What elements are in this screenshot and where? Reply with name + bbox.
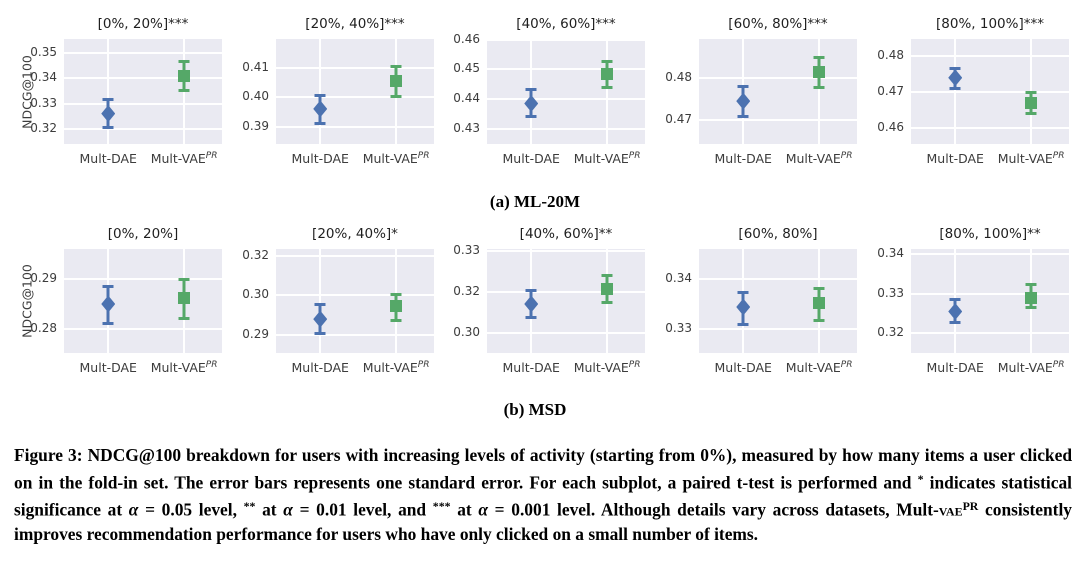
caption-segment: α: [283, 499, 293, 520]
marker-mult-vae: [813, 66, 825, 78]
caption-segment: at: [255, 499, 284, 520]
y-tick-label: 0.29: [30, 271, 57, 285]
gridline: [699, 328, 857, 330]
gridline: [64, 103, 222, 105]
x-tick-text: Mult-DAE: [291, 151, 349, 166]
gridline: [276, 334, 434, 336]
error-bar-cap: [814, 319, 825, 322]
error-bar-cap: [179, 317, 190, 320]
x-tick-label: [927, 360, 984, 375]
error-bar-cap: [602, 274, 613, 277]
y-tick-label: 0.39: [242, 118, 269, 133]
y-tick-label: 0.28: [30, 321, 57, 335]
plot-area: [911, 249, 1069, 353]
subplot-title: [0%, 20%]: [107, 226, 179, 242]
gridline: [699, 77, 857, 79]
x-tick-superscript: PR: [628, 151, 641, 161]
error-bar-cap: [391, 293, 402, 296]
caption-segment: at: [450, 499, 479, 520]
marker-mult-dae: [313, 100, 327, 117]
x-tick-label: [151, 151, 218, 166]
marker-mult-vae: [390, 300, 402, 312]
gridline: [276, 294, 434, 296]
plot-area: [487, 39, 645, 144]
error-bar-cap: [179, 278, 190, 281]
plot-area: [64, 39, 222, 144]
subplot-title: [80%, 100%]***: [936, 16, 1044, 32]
caption-segment: vae: [938, 499, 963, 520]
plot-area: [487, 249, 645, 353]
error-bar-cap: [103, 322, 114, 325]
y-tick-label: 0.43: [453, 120, 480, 135]
error-bar-cap: [526, 88, 537, 91]
caption-segment: **: [243, 499, 256, 514]
x-tick-label: [927, 151, 984, 166]
y-tick-label: 0.44: [453, 91, 480, 106]
gridline: [64, 77, 222, 79]
plot-area: [64, 249, 222, 353]
x-tick-text: Mult-DAE: [714, 151, 772, 166]
error-bar-cap: [526, 115, 537, 118]
y-tick-label: 0.33: [453, 242, 480, 257]
error-bar-cap: [814, 287, 825, 290]
y-tick-label: 0.34: [877, 246, 904, 261]
error-bar-cap: [315, 332, 326, 335]
x-tick-label: [715, 151, 772, 166]
error-bar-cap: [602, 60, 613, 63]
x-tick-text: Mult-DAE: [926, 151, 984, 166]
y-tick-label: 0.46: [453, 31, 480, 46]
gridline: [699, 278, 857, 280]
gridline: [64, 52, 222, 54]
x-tick-label: [363, 151, 430, 166]
gridline: [487, 98, 645, 100]
x-tick-superscript: PR: [417, 360, 430, 370]
error-bar-cap: [738, 85, 749, 88]
gridline: [64, 128, 222, 130]
marker-mult-vae: [601, 68, 613, 80]
error-bar-cap: [179, 89, 190, 92]
x-tick-label: [786, 151, 853, 166]
x-tick-superscript: PR: [417, 151, 430, 161]
y-tick-label: 0.41: [242, 59, 269, 74]
y-tick-label: 0.32: [30, 120, 57, 135]
y-tick-label: 0.45: [453, 61, 480, 76]
x-tick-text: Mult-DAE: [79, 151, 137, 166]
y-tick-label: 0.32: [877, 325, 904, 340]
caption-segment: ***: [432, 499, 451, 514]
y-tick-label: 0.47: [877, 84, 904, 99]
marker-mult-vae: [813, 297, 825, 309]
caption-segment: α: [478, 499, 488, 520]
x-tick-label: [715, 360, 772, 375]
figure-caption: [14, 443, 1072, 546]
x-tick-text: Mult-DAE: [502, 360, 560, 375]
subplot-title: [20%, 40%]*: [312, 226, 398, 242]
plot-area: [911, 39, 1069, 144]
error-bar-cap: [391, 319, 402, 322]
error-bar-cap: [950, 87, 961, 90]
caption-segment: = 0.01 level, and: [292, 499, 433, 520]
y-tick-label: 0.30: [453, 325, 480, 340]
gridline: [64, 328, 222, 330]
caption-segment: PR: [962, 499, 979, 514]
x-tick-label: [80, 151, 137, 166]
x-tick-text: Mult-VAE: [997, 360, 1053, 376]
y-axis-label: NDCG@100: [19, 54, 35, 129]
error-bar-cap: [391, 95, 402, 98]
error-bar-cap: [391, 65, 402, 68]
x-tick-superscript: PR: [205, 360, 218, 370]
y-tick-label: 0.48: [877, 48, 904, 63]
error-bar-cap: [1026, 112, 1037, 115]
x-tick-superscript: PR: [628, 360, 641, 370]
caption-segment: *: [917, 472, 924, 486]
error-bar-cap: [103, 285, 114, 288]
marker-mult-vae: [178, 70, 190, 82]
caption-segment: = 0.05 level,: [138, 499, 244, 520]
gridline: [487, 250, 645, 252]
gridline: [911, 293, 1069, 295]
x-tick-label: [80, 360, 137, 375]
marker-mult-dae: [948, 303, 962, 320]
marker-mult-vae: [601, 283, 613, 295]
gridline: [911, 332, 1069, 334]
caption-segment: α: [128, 499, 139, 520]
error-bar-cap: [738, 291, 749, 294]
x-tick-label: [786, 360, 853, 375]
x-tick-label: [998, 360, 1065, 375]
subplot-title: [0%, 20%]***: [97, 16, 189, 32]
error-bar-cap: [738, 323, 749, 326]
x-tick-superscript: PR: [1052, 151, 1065, 161]
gridline: [818, 39, 820, 144]
x-tick-label: [503, 360, 560, 375]
plot-area: [699, 39, 857, 144]
x-tick-text: Mult-VAE: [150, 360, 206, 376]
caption-segment: Figure 3: NDCG@100 breakdown for users with increasing levels of activity (starting from 0%), measured by how many items a user clicked on in the fold-in set. The error bars represents one standard error. For each subplot, a paired t-test is performed and: [14, 445, 1072, 493]
error-bar-cap: [738, 115, 749, 118]
error-bar-cap: [315, 94, 326, 97]
y-tick-label: 0.32: [242, 247, 269, 262]
gridline: [487, 39, 645, 41]
subplot-title: [40%, 60%]***: [516, 16, 616, 32]
y-tick-label: 0.33: [665, 321, 692, 335]
x-tick-text: Mult-VAE: [785, 360, 841, 376]
x-tick-text: Mult-VAE: [997, 151, 1053, 167]
x-tick-text: Mult-DAE: [291, 360, 349, 375]
subcaption-ml20m: (a) ML-20M: [489, 192, 581, 211]
y-tick-label: 0.34: [665, 271, 692, 285]
marker-mult-vae: [1025, 292, 1037, 304]
error-bar-cap: [950, 321, 961, 324]
x-tick-label: [574, 360, 641, 375]
subplot-title: [60%, 80%]: [738, 226, 818, 242]
x-tick-superscript: PR: [840, 151, 853, 161]
gridline: [276, 126, 434, 128]
gridline: [64, 278, 222, 280]
marker-mult-dae: [736, 299, 750, 316]
y-tick-label: 0.32: [453, 284, 480, 299]
y-tick-label: 0.34: [30, 70, 57, 85]
x-tick-text: Mult-DAE: [79, 360, 137, 375]
plot-area: [276, 39, 434, 144]
x-tick-text: Mult-VAE: [573, 151, 629, 167]
error-bar-cap: [103, 98, 114, 101]
x-tick-superscript: PR: [205, 151, 218, 161]
error-bar-cap: [315, 303, 326, 306]
marker-mult-dae: [313, 311, 327, 328]
subcaption-msd: (b) MSD: [503, 400, 567, 419]
x-tick-text: Mult-VAE: [362, 151, 418, 167]
gridline: [487, 332, 645, 334]
x-tick-label: [998, 151, 1065, 166]
error-bar-cap: [1026, 91, 1037, 94]
gridline: [487, 128, 645, 130]
x-tick-label: [574, 151, 641, 166]
marker-mult-dae: [101, 296, 115, 313]
x-tick-text: Mult-VAE: [362, 360, 418, 376]
x-tick-text: Mult-VAE: [150, 151, 206, 167]
subplot-title: [20%, 40%]***: [305, 16, 405, 32]
x-tick-text: Mult-VAE: [785, 151, 841, 167]
error-bar-cap: [602, 86, 613, 89]
subplot-title: [80%, 100%]**: [939, 226, 1041, 242]
error-bar-cap: [526, 316, 537, 319]
marker-mult-dae: [948, 69, 962, 86]
caption-segment: consistently improves recommendation performance for users who have only clicked on a small number of items.: [14, 499, 1072, 544]
x-tick-text: Mult-VAE: [573, 360, 629, 376]
y-axis-label: NDCG@100: [19, 264, 35, 338]
gridline: [911, 91, 1069, 93]
x-tick-superscript: PR: [1052, 360, 1065, 370]
subplot-title: [60%, 80%]***: [728, 16, 828, 32]
gridline: [319, 249, 321, 353]
gridline: [276, 96, 434, 98]
error-bar-cap: [1026, 306, 1037, 309]
gridline: [276, 255, 434, 257]
x-tick-superscript: PR: [840, 360, 853, 370]
error-bar-cap: [1026, 283, 1037, 286]
marker-mult-dae: [101, 105, 115, 122]
x-tick-label: [292, 360, 349, 375]
plot-area: [699, 249, 857, 353]
marker-mult-vae: [178, 292, 190, 304]
gridline: [276, 67, 434, 69]
error-bar-cap: [602, 301, 613, 304]
x-tick-label: [292, 151, 349, 166]
gridline: [487, 291, 645, 293]
gridline: [699, 119, 857, 121]
error-bar-cap: [315, 122, 326, 125]
marker-mult-vae: [1025, 97, 1037, 109]
caption-segment: indicates statistical significance at: [14, 472, 1072, 520]
y-tick-label: 0.33: [877, 285, 904, 300]
x-tick-label: [503, 151, 560, 166]
y-tick-label: 0.33: [30, 95, 57, 110]
x-tick-label: [363, 360, 430, 375]
marker-mult-dae: [524, 296, 538, 313]
gridline: [911, 127, 1069, 129]
subplot-title: [40%, 60%]**: [519, 226, 613, 242]
x-tick-text: Mult-DAE: [502, 151, 560, 166]
y-tick-label: 0.30: [242, 287, 269, 302]
y-tick-label: 0.48: [665, 69, 692, 84]
marker-mult-dae: [736, 93, 750, 110]
error-bar-cap: [179, 60, 190, 63]
caption-segment: = 0.001 level. Although details vary across datasets, Mult-: [488, 499, 939, 520]
marker-mult-vae: [390, 75, 402, 87]
x-tick-text: Mult-DAE: [926, 360, 984, 375]
plot-area: [276, 249, 434, 353]
x-tick-text: Mult-DAE: [714, 360, 772, 375]
error-bar-cap: [814, 86, 825, 89]
y-tick-label: 0.47: [665, 112, 692, 127]
x-tick-label: [151, 360, 218, 375]
y-tick-label: 0.35: [30, 44, 57, 59]
y-tick-label: 0.40: [242, 89, 269, 104]
y-tick-label: 0.46: [877, 119, 904, 134]
error-bar-cap: [526, 289, 537, 292]
error-bar-cap: [103, 126, 114, 129]
gridline: [487, 68, 645, 70]
gridline: [911, 55, 1069, 57]
error-bar-cap: [814, 56, 825, 59]
y-tick-label: 0.29: [242, 326, 269, 341]
gridline: [319, 39, 321, 144]
gridline: [911, 253, 1069, 255]
error-bar-cap: [950, 298, 961, 301]
